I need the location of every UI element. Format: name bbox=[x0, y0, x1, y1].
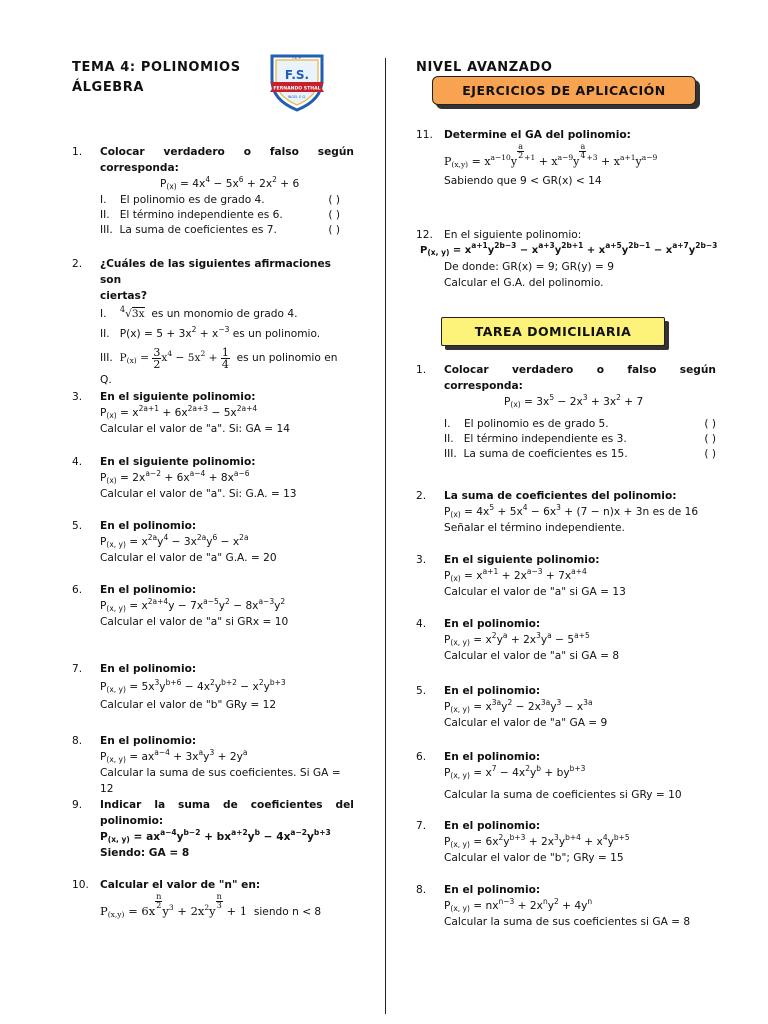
statement-text: La suma de coeficientes es 7. bbox=[119, 224, 277, 236]
exercise-number: 7. bbox=[72, 663, 83, 675]
statement-text: $P(x) = 5 + 3x^2 + x^{-3}$ es un polinomio. bbox=[119, 325, 321, 340]
t1-word: verdadero bbox=[512, 364, 574, 376]
q9-word: del bbox=[335, 799, 354, 811]
q9-word: suma bbox=[178, 799, 211, 811]
exercise-condition: siendo n < 8 bbox=[253, 906, 322, 918]
statement-text: El término independiente es 3. bbox=[463, 433, 627, 445]
statement-text: es un monomio de grado 4. bbox=[151, 308, 298, 320]
exercise-task: Calcular el G.A. del polinomio. bbox=[444, 277, 604, 289]
exercise-title: En el polinomio: bbox=[100, 520, 197, 532]
q2-set: Q. bbox=[100, 374, 112, 386]
exercise-task: Calcular el valor de "a" si GRx = 10 bbox=[100, 616, 289, 628]
exercise-number: 5. bbox=[416, 685, 427, 697]
q2-line2: ciertas? bbox=[100, 290, 147, 302]
exercise-number: 10. bbox=[72, 879, 89, 891]
t1-word: según bbox=[679, 364, 716, 376]
q1-line2: corresponda: bbox=[100, 162, 179, 174]
logo-bottom-text: INGEL E.G. bbox=[287, 95, 307, 99]
roman-iii: III. bbox=[444, 448, 457, 460]
exercise-task: Señalar el término independiente. bbox=[444, 522, 625, 534]
q2-line1: ¿Cuáles de las siguientes afirmaciones son bbox=[100, 258, 331, 286]
page-subtitle: ÁLGEBRA bbox=[72, 80, 145, 95]
exercise-condition: De donde: GR(x) = 9; GR(y) = 9 bbox=[444, 261, 614, 273]
column-divider bbox=[385, 58, 386, 1014]
exercise-title: En el polinomio: bbox=[444, 884, 541, 896]
logo-top-text: I.E.P. bbox=[292, 55, 302, 60]
exercise-number: 7. bbox=[416, 820, 427, 832]
roman-i: I. bbox=[100, 308, 107, 320]
roman-ii: II. bbox=[100, 328, 110, 340]
exercise-title: En el polinomio: bbox=[444, 751, 541, 763]
exercise-formula: $P_{(x, y)} = ax^{a-4}y^{b-2} + bx^{a+2}y^b - 4x^{a-2}y^{b+3}$ bbox=[100, 828, 331, 844]
t1-formula: $P_{(x)} = 3x^5 - 2x^3 + 3x^2 + 7$ bbox=[504, 393, 644, 409]
exercise-task: Calcular la suma de sus coeficientes. Si GA = 12 bbox=[100, 767, 341, 795]
exercise-formula: $P_{(x)} = 2x^{a-2} + 6x^{a-4} + 8x^{a-6}$ bbox=[100, 469, 250, 485]
radical-expression: $^4$√3x bbox=[119, 305, 145, 320]
exercise-formula: $P_{(x)} = x^{a+1} + 2x^{a-3} + 7x^{a+4}$ bbox=[444, 567, 587, 583]
roman-i: I. bbox=[100, 194, 107, 206]
fraction-polynomial: $P_{(x)}$ = $\frac{3}{2}$ $x^4 - 5x^2$ + $\frac{1}{4}$ bbox=[119, 345, 229, 371]
answer-checkbox[interactable]: ( ) bbox=[328, 194, 340, 206]
exercise-condition: Sabiendo que 9 < GR(x) < 14 bbox=[444, 175, 602, 187]
exercise-formula: $P_{(x, y)} = x^{a+1}y^{2b-3} - x^{a+3}y^{2b+1} + x^{a+5}y^{2b-1} - x^{a+7}y^{2b-3}$ bbox=[420, 241, 718, 257]
answer-checkbox[interactable]: ( ) bbox=[704, 418, 716, 430]
roman-i: I. bbox=[444, 418, 451, 430]
exercise-condition: es de 16 bbox=[652, 506, 699, 518]
tarea-domiciliaria-button[interactable]: TAREA DOMICILIARIA bbox=[441, 317, 665, 346]
exercise-number: 2. bbox=[72, 258, 83, 270]
exercise-formula: $P_{(x, y)} = x^{2a}y^4 - 3x^{2a}y^6 - x^{2a}$ bbox=[100, 533, 249, 549]
exercise-number: 6. bbox=[72, 584, 83, 596]
answer-checkbox[interactable]: ( ) bbox=[328, 224, 340, 236]
q1-word: falso bbox=[269, 146, 299, 158]
q9-word: Indicar bbox=[100, 799, 142, 811]
exercise-formula: $P_{(x, y)} = nx^{n-3} + 2x^ny^2 + 4y^n$ bbox=[444, 897, 593, 913]
exercise-number: 8. bbox=[72, 735, 83, 747]
exercise-task: Calcular el valor de "b"; GRy = 15 bbox=[444, 852, 624, 864]
answer-checkbox[interactable]: ( ) bbox=[704, 433, 716, 445]
exercise-number: 1. bbox=[416, 364, 427, 376]
exercise-title: En el polinomio: bbox=[100, 735, 197, 747]
q9-word: la bbox=[154, 799, 166, 811]
q1-word: según bbox=[317, 146, 354, 158]
exercise-task: Calcular el valor de "a". Si: GA = 14 bbox=[100, 423, 290, 435]
t1-word: falso bbox=[627, 364, 657, 376]
school-shield-logo bbox=[268, 50, 326, 112]
exercise-number: 3. bbox=[416, 554, 427, 566]
exercise-formula: $P_{(x, y)} = 5x^3y^{b+6} - 4x^2y^{b+2} - x^2y^{b+3}$ bbox=[100, 678, 286, 694]
answer-checkbox[interactable]: ( ) bbox=[328, 209, 340, 221]
exercise-title: En el siguiente polinomio: bbox=[100, 391, 256, 403]
exercise-number: 2. bbox=[416, 490, 427, 502]
exercise-formula: $P_{(x, y)} = ax^{a-4} + 3x^ay^3 + 2y^a$ bbox=[100, 748, 248, 764]
t1-word: Colocar bbox=[444, 364, 489, 376]
t1-line2: corresponda: bbox=[444, 380, 523, 392]
exercise-number: 4. bbox=[72, 456, 83, 468]
exercise-formula: $P_{(x,y)} = x^{a-10}y$ $^{\frac{a}{2} +1} + x^{a-9}y$ $^{\frac{a}{4} +3} + x^{a+1}y^{a-9}$ bbox=[444, 142, 658, 169]
t1-word: o bbox=[596, 364, 605, 376]
roman-iii: III. bbox=[100, 352, 113, 364]
exercise-title: En el polinomio: bbox=[100, 663, 197, 675]
roman-iii: III. bbox=[100, 224, 113, 236]
ejercicios-aplicacion-button[interactable]: EJERCICIOS DE APLICACIÓN bbox=[432, 76, 696, 105]
exercise-task: Calcular el valor de "a". Si: G.A. = 13 bbox=[100, 488, 297, 500]
exercise-number: 3. bbox=[72, 391, 83, 403]
exercise-number: 6. bbox=[416, 751, 427, 763]
q1-formula: $P_{(x)} = 4x^4 - 5x^6 + 2x^2 + 6$ bbox=[160, 175, 300, 191]
roman-ii: II. bbox=[444, 433, 454, 445]
exercise-title: En el polinomio: bbox=[444, 618, 541, 630]
exercise-formula: $P_{(x, y)} = x^{3a}y^2 - 2x^{3a}y^3 - x^{3a}$ bbox=[444, 698, 593, 714]
statement-text: El término independiente es 6. bbox=[119, 209, 283, 221]
exercise-title: Determine el GA del polinomio: bbox=[444, 129, 631, 141]
logo-initials: F.S. bbox=[284, 68, 310, 82]
exercise-number: 12. bbox=[416, 229, 433, 241]
exercise-number: 9. bbox=[72, 799, 83, 811]
exercise-formula: $P_{(x, y)} = 6x^2y^{b+3} + 2x^3y^{b+4} + x^4y^{b+5}$ bbox=[444, 833, 630, 849]
exercise-task: Calcular el valor de "a" GA = 9 bbox=[444, 717, 608, 729]
exercise-task: Calcular el valor de "b" GRy = 12 bbox=[100, 699, 277, 711]
exercise-title: En el siguiente polinomio: bbox=[444, 229, 582, 241]
exercise-number: 11. bbox=[416, 129, 433, 141]
exercise-task: Calcular la suma de sus coeficientes si GA = 8 bbox=[444, 916, 691, 928]
exercise-number: 4. bbox=[416, 618, 427, 630]
exercise-formula: $P_{(x,y)} = 6x$ $^{\frac{n}{2}}$ $y^3 + 2x^2y$ $^{\frac{n}{3}}$ + 1 bbox=[100, 892, 248, 919]
exercise-formula: $P_{(x, y)} = x^{2a+4}y - 7x^{a-5}y^2 - 8x^{a-3}y^2$ bbox=[100, 597, 286, 613]
exercise-formula: $P_{(x)} = 4x^5 + 5x^4 - 6x^3 + (7 - n)x + 3n$ bbox=[444, 503, 650, 519]
exercise-formula: $P_{(x, y)} = x^2y^a + 2x^3y^a - 5^{a+5}$ bbox=[444, 631, 590, 647]
statement-text: El polinomio es de grado 5. bbox=[463, 418, 609, 430]
statement-text: es un polinomio en bbox=[236, 352, 338, 364]
exercise-title: En el polinomio: bbox=[444, 820, 541, 832]
q1-word: verdadero bbox=[163, 146, 225, 158]
exercise-title: En el polinomio: bbox=[100, 584, 197, 596]
exercise-formula: $P_{(x, y)} = x^7 - 4x^2y^b + by^{b+3}$ bbox=[444, 764, 586, 780]
exercise-title: En el siguiente polinomio: bbox=[100, 456, 256, 468]
q9-line2: polinomio: bbox=[100, 815, 164, 827]
statement-text: La suma de coeficientes es 15. bbox=[463, 448, 628, 460]
q9-word: coeficientes bbox=[250, 799, 323, 811]
statement-text: El polinomio es de grado 4. bbox=[119, 194, 265, 206]
logo-ribbon-text: FERNANDO STHAL bbox=[273, 86, 321, 92]
exercise-condition: Siendo: GA = 8 bbox=[100, 847, 190, 859]
exercise-task: Calcular el valor de "a" si GA = 8 bbox=[444, 650, 620, 662]
exercise-task: Calcular el valor de "a" G.A. = 20 bbox=[100, 552, 277, 564]
q9-word: de bbox=[223, 799, 238, 811]
exercise-task: Calcular la suma de coeficientes si GRy = 10 bbox=[444, 789, 682, 801]
answer-checkbox[interactable]: ( ) bbox=[704, 448, 716, 460]
q1-word: Colocar bbox=[100, 146, 145, 158]
exercise-title: En el polinomio: bbox=[444, 685, 541, 697]
exercise-title: La suma de coeficientes del polinomio: bbox=[444, 490, 677, 502]
level-title: NIVEL AVANZADO bbox=[416, 60, 553, 75]
exercise-title: En el siguiente polinomio: bbox=[444, 554, 600, 566]
exercise-formula: $P_{(x)} = x^{2a+1} + 6x^{2a+3} - 5x^{2a+4}$ bbox=[100, 404, 258, 420]
exercise-number: 8. bbox=[416, 884, 427, 896]
q1-word: o bbox=[243, 146, 252, 158]
exercise-task: Calcular el valor de "a" si GA = 13 bbox=[444, 586, 626, 598]
roman-ii: II. bbox=[100, 209, 110, 221]
exercise-number: 5. bbox=[72, 520, 83, 532]
exercise-title: Calcular el valor de "n" en: bbox=[100, 879, 261, 891]
page-title: TEMA 4: POLINOMIOS bbox=[72, 60, 241, 75]
exercise-number: 1. bbox=[72, 146, 83, 158]
